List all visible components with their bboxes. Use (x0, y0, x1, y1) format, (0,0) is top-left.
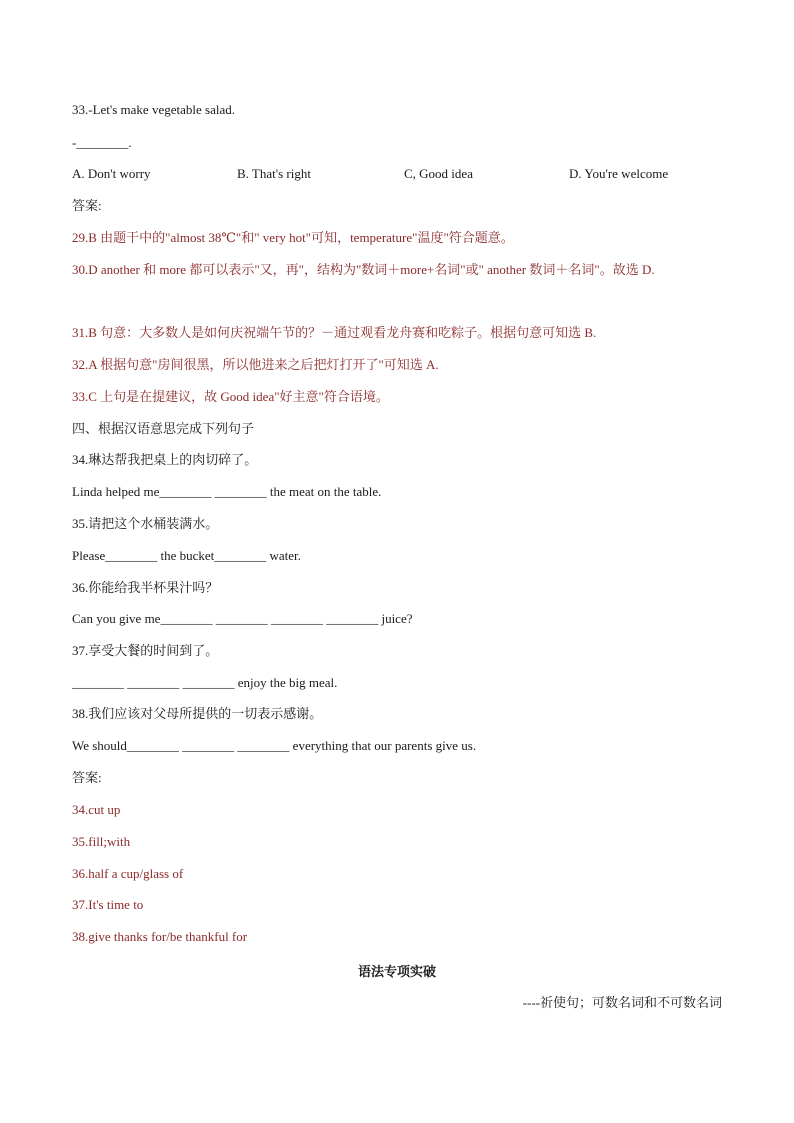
answer-31: 31.B 句意：大多数人是如何庆祝端午节的？－通过观看龙舟赛和吃粽子。根据句意可知选 B. (72, 325, 597, 340)
answer-38: 38.give thanks for/be thankful for (72, 929, 248, 944)
answer-37: 37.It's time to (72, 897, 144, 912)
question-38-english: We should________ ________ ________ everything that our parents give us. (72, 738, 477, 753)
question-34-chinese: 34.琳达帮我把桌上的肉切碎了。 (72, 452, 258, 467)
question-34-english: Linda helped me________ ________ the meat on the table. (72, 484, 382, 499)
option-b: B. That's right (237, 166, 311, 181)
answer-33: 33.C 上句是在提建议，故 Good idea"好主意"符合语境。 (72, 389, 389, 404)
option-d: D. You're welcome (569, 166, 669, 181)
option-a: A. Don't worry (72, 166, 151, 181)
answer-29: 29.B 由题干中的"almost 38℃"和" very hot"可知，temperature"温度"符合题意。 (72, 230, 514, 245)
question-37-english: ________ ________ ________ enjoy the big meal. (72, 675, 338, 690)
question-36-english: Can you give me________ ________ ________ ________ juice? (72, 611, 413, 626)
question-38-chinese: 38.我们应该对父母所提供的一切表示感谢。 (72, 706, 323, 721)
question-35-chinese: 35.请把这个水桶装满水。 (72, 516, 219, 531)
answer-32: 32.A 根据句意"房间很黑，所以他进来之后把灯打开了"可知选 A. (72, 357, 439, 372)
question-33-stem: 33.-Let's make vegetable salad. (72, 102, 235, 117)
answer-35: 35.fill;with (72, 834, 131, 849)
option-c: C, Good idea (404, 166, 473, 181)
answer-34: 34.cut up (72, 802, 121, 817)
answers-label-2: 答案: (72, 770, 102, 785)
answer-30: 30.D another 和 more 都可以表示"又，再"，结构为"数词＋more+名词"或" another 数词＋名词"。故选 D. (72, 262, 655, 277)
answers-label: 答案: (72, 198, 102, 213)
question-35-english: Please________ the bucket________ water. (72, 548, 301, 563)
question-37-chinese: 37.享受大餐的时间到了。 (72, 643, 219, 658)
grammar-section-title: 语法专项实破 (357, 965, 436, 980)
question-36-chinese: 36.你能给我半杯果汁吗？ (72, 580, 219, 595)
answer-36: 36.half a cup/glass of (72, 866, 184, 881)
grammar-section-subtitle: ----祈使句；可数名词和不可数名词 (522, 995, 722, 1010)
question-33-blank: -________. (72, 135, 132, 150)
section-heading: 四、根据汉语意思完成下列句子 (72, 421, 255, 436)
